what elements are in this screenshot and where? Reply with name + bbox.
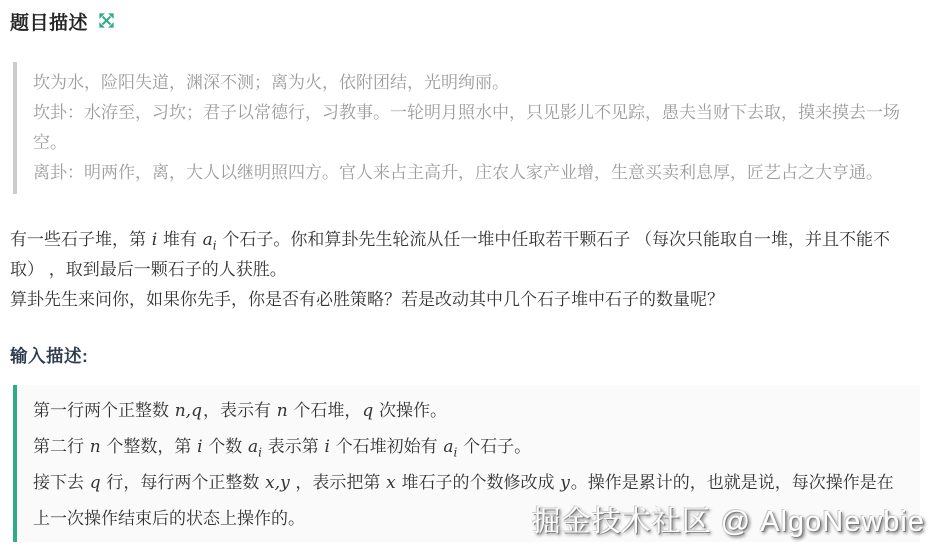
expand-icon[interactable] <box>97 11 116 35</box>
math-variable: n,q <box>174 401 202 421</box>
math-variable: x <box>386 473 396 493</box>
input-description-block <box>13 385 920 542</box>
hexagram-quote-block <box>13 62 920 194</box>
math-variable: $a_i$ <box>202 230 217 253</box>
math-variable: i <box>197 437 203 457</box>
math-variable: i <box>324 437 330 457</box>
math-variable: $a_i$ <box>443 437 458 460</box>
input-spec-line: 第二行 n 个整数，第 i 个数 $a_i$ 表示第 i 个石堆初始有 $a_i$ 个石子。 <box>33 437 532 460</box>
input-description-heading: 输入描述: <box>10 346 89 366</box>
input-spec-line: 接下去 q 行，每行两个正整数 x,y ，表示把第 x 堆石子的个数修改成 y。操作是累计的，也就是说，每次操作是在上一次操作结束后的状态上操作的。 <box>33 473 894 528</box>
math-variable: y <box>560 473 570 493</box>
math-variable: n <box>89 437 101 457</box>
problem-paragraph: 有一些石子堆，第 i 堆有 $a_i$ 个石子。你和算卦先生轮流从任一堆中任取若干颗石子 （每次只能取自一堆，并且不能不取） ，取到最后一颗石子的人获胜。 <box>10 230 891 279</box>
watermark: 掘金技术社区 @ AlgoNewbie <box>531 506 925 538</box>
quote-line: 坎卦：水洊至，习坎；君子以常德行，习教事。一轮明月照水中，只见影儿不见踪，愚夫当财下去取，摸来摸去一场空。 <box>33 103 900 152</box>
input-spec-line: 第一行两个正整数 n,q，表示有 n 个石堆，q 次操作。 <box>33 401 448 421</box>
quote-line: 离卦：明两作，离，大人以继明照四方。官人来占主高升，庄农人家产业增，生意买卖利息厚，匠艺占之大亨通。 <box>33 163 883 182</box>
quote-line: 坎为水，险阳失道，渊深不测；离为火，依附团结，光明绚丽。 <box>33 73 509 92</box>
math-variable: x,y <box>265 473 290 493</box>
math-variable: q <box>362 401 374 421</box>
math-variable: i <box>151 230 158 250</box>
math-variable: n <box>276 401 288 421</box>
math-variable: $a_i$ <box>248 437 263 460</box>
problem-paragraph: 算卦先生来问你，如果你先手，你是否有必胜策略？若是改动其中几个石子堆中石子的数量呢？ <box>10 290 724 309</box>
page-title: 题目描述 <box>10 13 89 34</box>
math-variable: q <box>89 473 101 493</box>
problem-statement <box>10 225 920 315</box>
title-row <box>10 8 920 35</box>
